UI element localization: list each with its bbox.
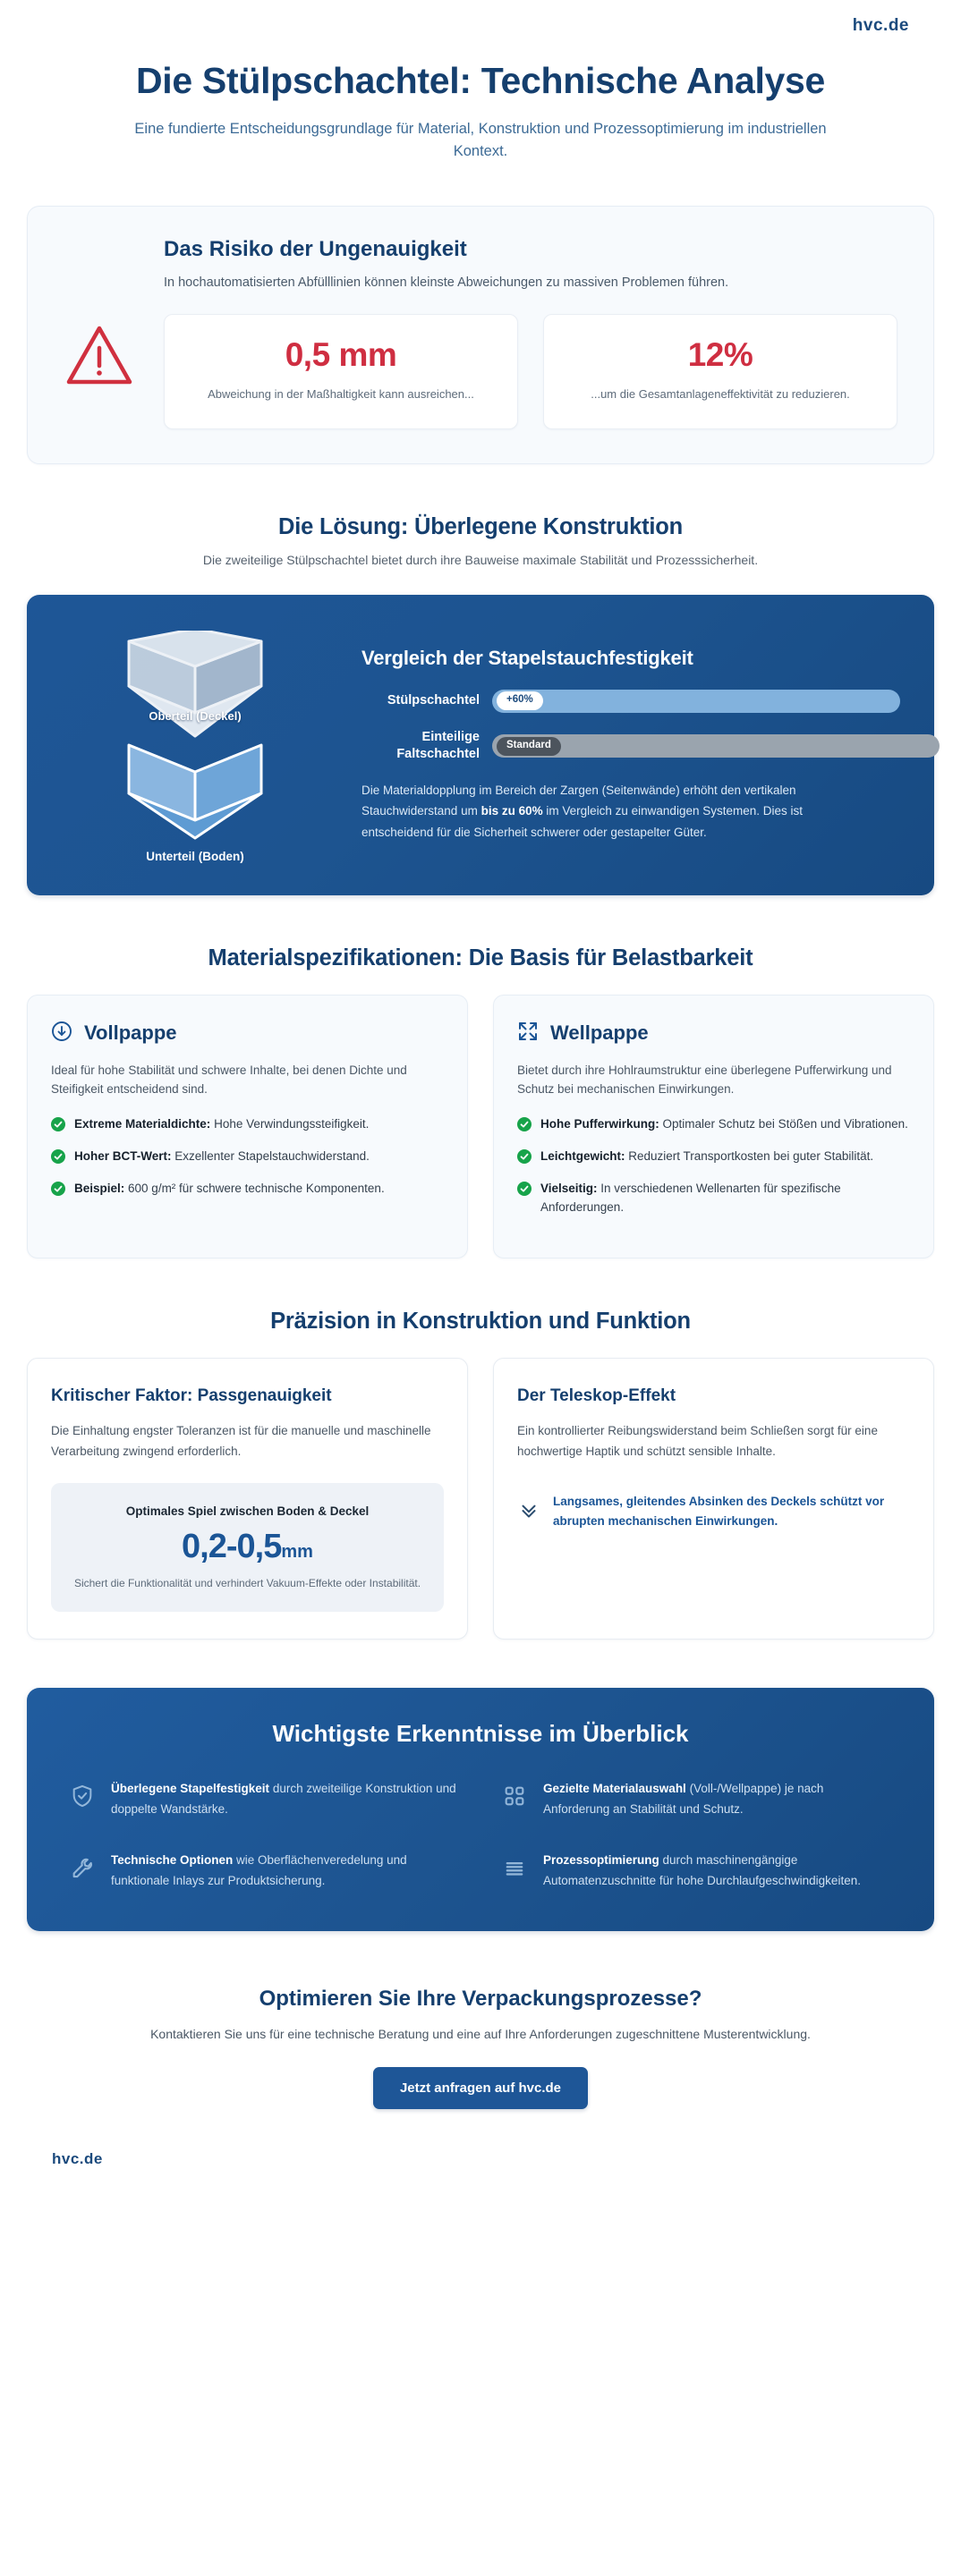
- stat-value: 0,5 mm: [285, 336, 397, 374]
- page-title: Die Stülpschachtel: Technische Analyse: [135, 60, 826, 101]
- takeaway-item: [70, 1850, 459, 1891]
- comparison-chart: [361, 625, 900, 863]
- bar-row-faltschachtel: [361, 729, 900, 764]
- bar-label: Einteilige Faltschachtel: [396, 729, 480, 762]
- shield-check-icon: [70, 1784, 97, 1813]
- bullet-text: Beispiel: 600 g/m² für schwere technische Komponenten.: [74, 1181, 385, 1195]
- brand-logo-footer: hvc.de: [52, 2150, 103, 2167]
- list-item: [51, 1115, 444, 1134]
- brand-logo-top: hvc.de: [852, 16, 909, 35]
- bullet-text: Leichtgewicht: Reduziert Transportkosten bei guter Stabilität.: [540, 1148, 874, 1163]
- bullet-text: Extreme Materialdichte: Hohe Verwindungssteifigkeit.: [74, 1116, 370, 1131]
- takeaway-item: [502, 1778, 891, 1819]
- comparison-note: [361, 780, 863, 843]
- measurement-value: 0,2-0,5mm: [182, 1528, 313, 1566]
- takeaways-grid: [70, 1778, 891, 1892]
- teleskop-callout: [517, 1492, 910, 1532]
- bullet-text: Hohe Pufferwirkung: Optimaler Schutz bei Stößen und Vibrationen.: [540, 1116, 908, 1131]
- list-item: [517, 1148, 910, 1166]
- illustration-bottom-label: Unterteil (Boden): [146, 849, 244, 863]
- takeaway-item: [70, 1778, 459, 1819]
- precision-right-desc: Ein kontrollierter Reibungswiderstand beim Schließen sorgt für eine hochwertige Haptik und schützt sensible Inhalte.: [517, 1424, 878, 1458]
- material-card-wellpappe: [493, 995, 934, 1258]
- bar-row-stuelpschachtel: [361, 690, 900, 713]
- note-suffix: im Vergleich zu einwandigen Systemen. Dies ist entscheidend für die Sicherheit schwerer oder gestapelter Güter.: [361, 804, 803, 840]
- materials-section-head: [0, 945, 961, 971]
- check-circle-icon: [517, 1149, 532, 1164]
- risk-body: [164, 237, 897, 429]
- list-item: [517, 1115, 910, 1134]
- takeaway-text: Technische Optionen wie Oberflächenveredelung und funktionale Inlays zur Produktsicherung.: [111, 1853, 407, 1888]
- footer: [0, 2150, 961, 2168]
- measurement-box: [51, 1483, 444, 1612]
- tool-wrench-icon: [70, 1856, 97, 1885]
- bar-track: [492, 734, 940, 758]
- cta-section: [0, 1987, 961, 2109]
- takeaway-text: Prozessoptimierung durch maschinengängige Automatenzuschnitte für hohe Durchlaufgeschwindigkeiten.: [543, 1853, 861, 1888]
- measurement-title: Optimales Spiel zwischen Boden & Deckel: [125, 1504, 370, 1518]
- grid-2x2-icon: [502, 1784, 529, 1813]
- material-bullets: [517, 1115, 910, 1217]
- cta-button[interactable]: Jetzt anfragen auf hvc.de: [373, 2067, 588, 2109]
- precision-right-title: Der Teleskop-Effekt: [517, 1385, 676, 1405]
- material-title: Vollpappe: [84, 1021, 177, 1045]
- top-bar: [0, 0, 961, 52]
- takeaway-item: [502, 1850, 891, 1891]
- takeaway-text: Überlegene Stapelfestigkeit durch zweiteilige Konstruktion und doppelte Wandstärke.: [111, 1781, 456, 1816]
- bar-value-label: Standard: [497, 737, 561, 756]
- check-circle-icon: [517, 1117, 532, 1131]
- list-item: [517, 1180, 910, 1217]
- measurement-caption: Sichert die Funktionalität und verhindert Vakuum-Effekte oder Instabilität.: [73, 1577, 421, 1590]
- page-subtitle: Eine fundierte Entscheidungsgrundlage für Material, Konstruktion und Prozessoptimierung im industriellen Kontext.: [134, 121, 827, 160]
- expand-arrows-icon: [517, 1021, 539, 1046]
- bar-track: [492, 690, 900, 713]
- measurement-unit: mm: [281, 1542, 313, 1563]
- material-title: Wellpappe: [550, 1021, 649, 1045]
- risk-card: [27, 206, 934, 464]
- precision-card-teleskop: [493, 1358, 934, 1640]
- construction-panel: [27, 595, 934, 895]
- precision-heading: Präzision in Konstruktion und Funktion: [270, 1308, 691, 1334]
- solution-subheading: Die zweiteilige Stülpschachtel bietet durch ihre Bauweise maximale Stabilität und Prozesssicherheit.: [202, 552, 759, 567]
- stat-value: 12%: [687, 336, 753, 374]
- hero-section: [0, 52, 961, 163]
- list-item: [51, 1148, 444, 1166]
- risk-title: Das Risiko der Ungenauigkeit: [164, 236, 467, 261]
- materials-cards: [27, 995, 934, 1258]
- callout-text: Langsames, gleitendes Absinken des Deckels schützt vor abrupten mechanischen Einwirkungen.: [553, 1494, 885, 1529]
- note-prefix: Die Materialdopplung im Bereich der Zargen (Seitenwände) erhöht den vertikalen Stauchwiderstand um: [361, 783, 796, 818]
- precision-cards: [27, 1358, 934, 1640]
- check-circle-icon: [51, 1149, 65, 1164]
- note-bold: bis zu 60%: [480, 804, 543, 818]
- precision-left-title: Kritischer Faktor: Passgenauigkeit: [51, 1385, 332, 1405]
- lines-icon: [502, 1856, 529, 1885]
- bar-label: Stülpschachtel: [387, 692, 480, 708]
- warning-triangle-icon: [64, 237, 140, 392]
- stat-box: [543, 314, 897, 428]
- risk-lead: In hochautomatisierten Abfülllinien können kleinste Abweichungen zu massiven Problemen führen.: [164, 275, 729, 290]
- takeaways-heading: Wichtigste Erkenntnisse im Überblick: [272, 1719, 689, 1747]
- material-card-header: [51, 1021, 444, 1046]
- solution-section-head: [0, 514, 961, 570]
- stat-caption: ...um die Gesamtanlageneffektivität zu reduzieren.: [591, 387, 850, 402]
- takeaways-panel: [27, 1688, 934, 1931]
- material-card-header: [517, 1021, 910, 1046]
- cta-text: Kontaktieren Sie uns für eine technische Beratung und eine auf Ihre Anforderungen zugeschnittene Musterentwicklung.: [150, 2026, 811, 2041]
- check-circle-icon: [51, 1117, 65, 1131]
- takeaway-text: Gezielte Materialauswahl (Voll-/Wellpappe) je nach Anforderung an Stabilität und Schutz.: [543, 1781, 824, 1816]
- bullet-text: Hoher BCT-Wert: Exzellenter Stapelstauchwiderstand.: [74, 1148, 370, 1163]
- chevrons-down-icon: [517, 1498, 540, 1526]
- check-circle-icon: [51, 1182, 65, 1196]
- check-circle-icon: [517, 1182, 532, 1196]
- material-bullets: [51, 1115, 444, 1199]
- material-desc: Ideal für hohe Stabilität und schwere Inhalte, bei denen Dichte und Steifigkeit entscheidend sind.: [51, 1063, 407, 1097]
- box-illustration: [61, 625, 329, 863]
- bar-value-label: +60%: [497, 691, 543, 710]
- stuelpschachtel-diagram: [97, 631, 293, 841]
- precision-section-head: [0, 1309, 961, 1335]
- arrow-down-circle-icon: [51, 1021, 72, 1046]
- cta-title: Optimieren Sie Ihre Verpackungsprozesse?: [259, 1986, 702, 2011]
- list-item: [51, 1180, 444, 1199]
- risk-stat-row: [164, 314, 897, 428]
- precision-left-desc: Die Einhaltung engster Toleranzen ist für die manuelle und maschinelle Verarbeitung zwingend erforderlich.: [51, 1424, 431, 1458]
- stat-caption: Abweichung in der Maßhaltigkeit kann ausreichen...: [208, 387, 474, 402]
- stat-box: [164, 314, 518, 428]
- material-desc: Bietet durch ihre Hohlraumstruktur eine überlegene Pufferwirkung und Schutz bei mechanischen Einwirkungen.: [517, 1063, 892, 1097]
- materials-heading: Materialspezifikationen: Die Basis für Belastbarkeit: [208, 945, 753, 970]
- solution-heading: Die Lösung: Überlegene Konstruktion: [277, 513, 684, 539]
- illustration-top-label: Oberteil (Deckel): [149, 708, 242, 723]
- bullet-text: Vielseitig: In verschiedenen Wellenarten für spezifische Anforderungen.: [540, 1181, 841, 1214]
- comparison-title: Vergleich der Stapelstauchfestigkeit: [361, 646, 693, 669]
- precision-card-passgenauigkeit: [27, 1358, 468, 1640]
- material-card-vollpappe: [27, 995, 468, 1258]
